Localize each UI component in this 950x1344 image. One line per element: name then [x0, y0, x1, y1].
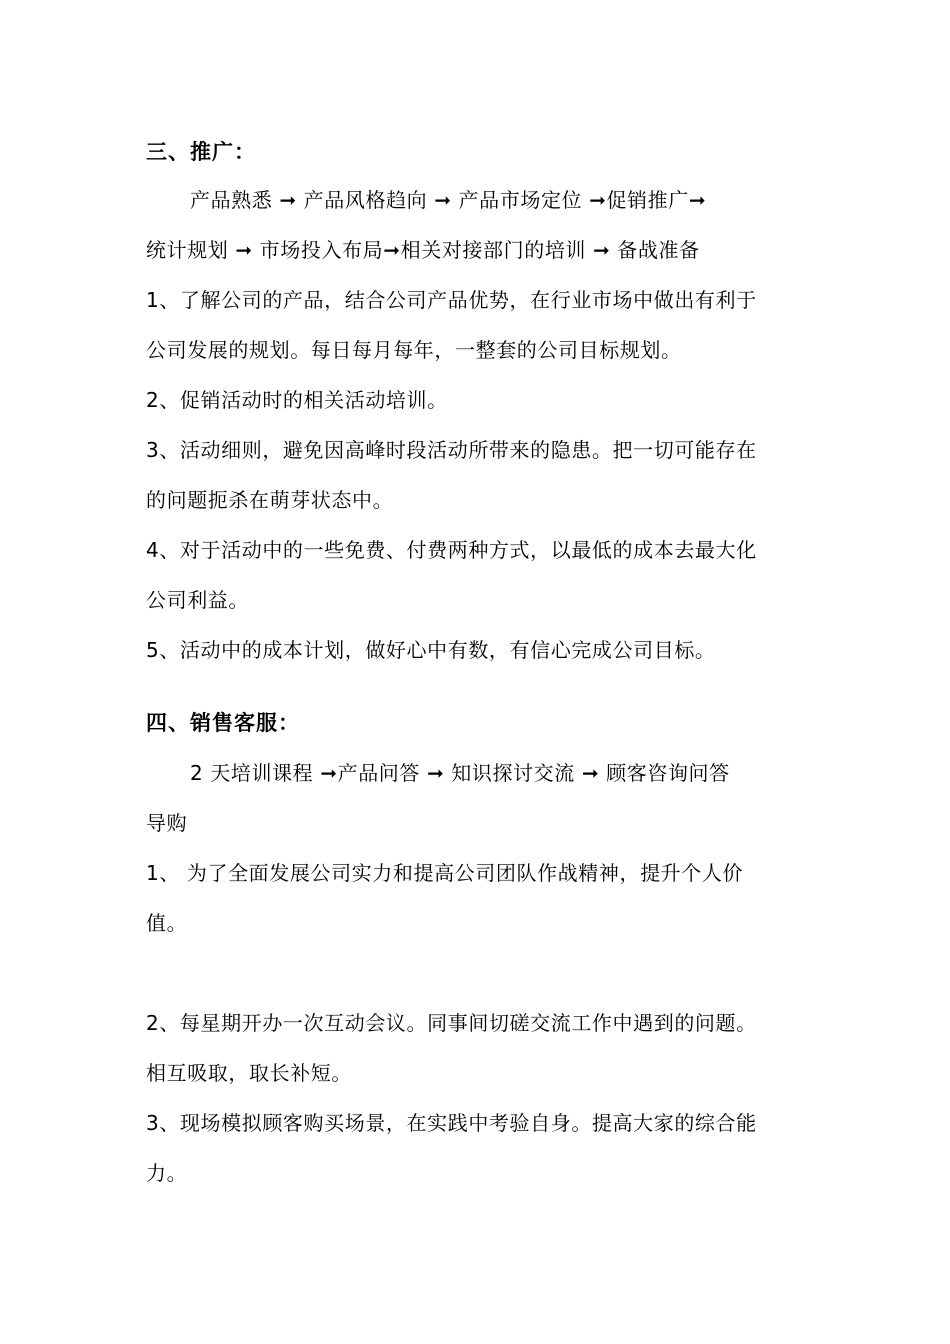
section-3-item-4-line-1: 4、对于活动中的一些免费、付费两种方式，以最低的成本去最大化	[146, 538, 757, 562]
section-3-item-3-line-2: 的问题扼杀在萌芽状态中。	[146, 488, 394, 512]
section-3-flow-line-2: 统计规划 ➞ 市场投入布局➞相关对接部门的培训 ➞ 备战准备	[146, 238, 700, 262]
section-4-item-1-line-2: 值。	[146, 911, 188, 935]
section-4-flow-line-2: 导购	[146, 811, 188, 835]
section-3-item-1-line-1: 1、了解公司的产品，结合公司产品优势，在行业市场中做出有利于	[146, 288, 757, 312]
section-4-item-3-line-2: 力。	[146, 1161, 188, 1185]
section-4-heading: 四、销售客服：	[146, 711, 300, 735]
section-3-item-2-line-1: 2、促销活动时的相关活动培训。	[146, 388, 448, 412]
section-4-item-3-line-1: 3、现场模拟顾客购买场景，在实践中考验自身。提高大家的综合能	[146, 1111, 757, 1135]
section-3-item-5-line-1: 5、活动中的成本计划，做好心中有数，有信心完成公司目标。	[146, 638, 716, 662]
section-3-flow-line-1: 产品熟悉 ➞ 产品风格趋向 ➞ 产品市场定位 ➞促销推广➞	[190, 188, 707, 212]
section-4-item-2-line-2: 相互吸取，取长补短。	[146, 1061, 352, 1085]
section-3-item-1-line-2: 公司发展的规划。每日每月每年，一整套的公司目标规划。	[146, 338, 682, 362]
section-3-item-4-line-2: 公司利益。	[146, 588, 249, 612]
section-4-item-1-line-1: 1、 为了全面发展公司实力和提高公司团队作战精神，提升个人价	[146, 861, 744, 885]
section-4-item-2-line-1: 2、每星期开办一次互动会议。同事间切磋交流工作中遇到的问题。	[146, 1011, 757, 1035]
section-4-flow-line-1: 2 天培训课程 ➞产品问答 ➞ 知识探讨交流 ➞ 顾客咨询问答	[190, 761, 730, 785]
section-3-heading: 三、推广：	[146, 140, 256, 164]
section-3-item-3-line-1: 3、活动细则，避免因高峰时段活动所带来的隐患。把一切可能存在	[146, 438, 757, 462]
